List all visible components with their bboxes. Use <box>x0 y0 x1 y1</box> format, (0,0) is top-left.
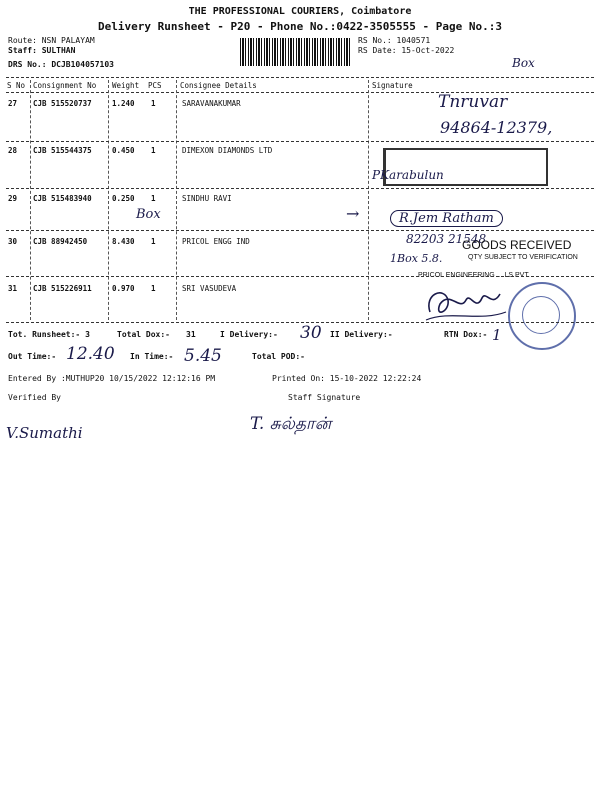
entered-by: Entered By :MUTHUP20 10/15/2022 12:12:16 PM <box>8 374 216 383</box>
total-pod-label: Total POD:- <box>252 352 305 361</box>
row-sno: 29 <box>8 194 18 203</box>
row-sno: 30 <box>8 237 18 246</box>
col-consignment: Consignment No <box>33 81 97 90</box>
row-weight: 0.970 <box>112 284 135 293</box>
col-divider <box>368 80 369 320</box>
row-signature: PKarabulun <box>372 168 444 182</box>
staff-handwritten-signature: T. சுல்தான் <box>250 414 332 434</box>
route: Route: NSN PALAYAM <box>8 36 95 45</box>
rs-number: RS No.: 1040571 <box>358 36 431 45</box>
col-divider <box>30 80 31 320</box>
row-weight: 0.250 <box>112 194 135 203</box>
arrow-icon: → <box>346 204 360 223</box>
tot-runsheet: Tot. Runsheet:- 3 <box>8 330 90 339</box>
rule <box>6 276 594 277</box>
in-time-label: In Time:- <box>130 352 174 361</box>
row-pcs: 1 <box>151 194 156 203</box>
box-note: Box <box>512 56 535 70</box>
col-divider <box>108 80 109 320</box>
row-pcs: 1 <box>151 237 156 246</box>
row-consignment: CJB 88942450 <box>33 237 88 246</box>
rtn-dox-value: 1 <box>492 326 502 344</box>
i-delivery-label: I Delivery:- <box>220 330 278 339</box>
col-pcs: PCS <box>148 81 162 90</box>
out-time-label: Out Time:- <box>8 352 57 361</box>
row-weight: 0.450 <box>112 146 135 155</box>
row-weight: 1.240 <box>112 99 135 108</box>
rule <box>6 141 594 142</box>
out-time-value: 12.40 <box>66 344 115 364</box>
row-consignment: CJB 515520737 <box>33 99 92 108</box>
box-note: Box <box>136 207 161 222</box>
company-name: THE PROFESSIONAL COURIERS, Coimbatore <box>188 6 412 17</box>
rule <box>6 188 594 189</box>
row-sno: 28 <box>8 146 18 155</box>
barcode <box>240 38 352 66</box>
ii-delivery-label: II Delivery:- <box>330 330 393 339</box>
row-consignee: DIMEXON DIAMONDS LTD <box>182 146 273 155</box>
row-consignee: SRI VASUDEVA <box>182 284 237 293</box>
col-sno: S No <box>7 81 26 90</box>
row-pcs: 1 <box>151 99 156 108</box>
col-divider <box>176 80 177 320</box>
row-signature: Tnruvar <box>438 92 508 112</box>
row-consignee: SINDHU RAVI <box>182 194 232 203</box>
row-consignment: CJB 515483940 <box>33 194 92 203</box>
in-time-value: 5.45 <box>184 346 222 366</box>
col-signature: Signature <box>372 81 413 90</box>
row-weight: 8.430 <box>112 237 135 246</box>
i-delivery-value: 30 <box>300 323 322 343</box>
verified-by-label: Verified By <box>8 393 61 402</box>
row-pcs: 1 <box>151 284 156 293</box>
row-sno: 27 <box>8 99 18 108</box>
row-consignee: SARAVANAKUMAR <box>182 99 241 108</box>
row-phone-note: 94864-12379, <box>440 118 553 137</box>
row-phone-note: 82203 21548 <box>406 232 487 246</box>
stamp-company: PRICOL ENGINEERING ... LS PVT. <box>418 272 530 279</box>
handwritten-signature <box>420 282 510 324</box>
col-weight: Weight <box>112 81 140 90</box>
row-pcs: 1 <box>151 146 156 155</box>
rule <box>6 77 594 78</box>
staff: Staff: SULTHAN <box>8 46 76 55</box>
verifier-signature: V.Sumathi <box>6 424 83 442</box>
row-signature: R.Jem Ratham <box>390 210 503 227</box>
rs-date: RS Date: 15-Oct-2022 <box>358 46 455 55</box>
drs-number: DRS No.: DCJB104057103 <box>8 60 114 69</box>
row-signature: 1Box 5.8. <box>390 252 443 265</box>
row-sno: 31 <box>8 284 18 293</box>
rule <box>6 230 594 231</box>
stamp-goods-received: GOODS RECEIVED <box>462 238 572 252</box>
total-dox-value: 31 <box>186 330 196 339</box>
col-consignee: Consignee Details <box>180 81 257 90</box>
total-dox-label: Total Dox:- <box>117 330 170 339</box>
printed-on: Printed On: 15-10-2022 12:22:24 <box>272 374 422 383</box>
row-consignment: CJB 515226911 <box>33 284 92 293</box>
runsheet-title: Delivery Runsheet - P20 - Phone No.:0422-3505555 - Page No.:3 <box>98 20 502 33</box>
row-consignee: PRICOL ENGG IND <box>182 237 250 246</box>
rtn-dox-label: RTN Dox:- <box>444 330 488 339</box>
row-consignment: CJB 515544375 <box>33 146 92 155</box>
round-stamp <box>508 282 576 350</box>
staff-signature-label: Staff Signature <box>288 393 361 402</box>
stamp-qty-note: QTY SUBJECT TO VERIFICATION <box>468 254 578 261</box>
